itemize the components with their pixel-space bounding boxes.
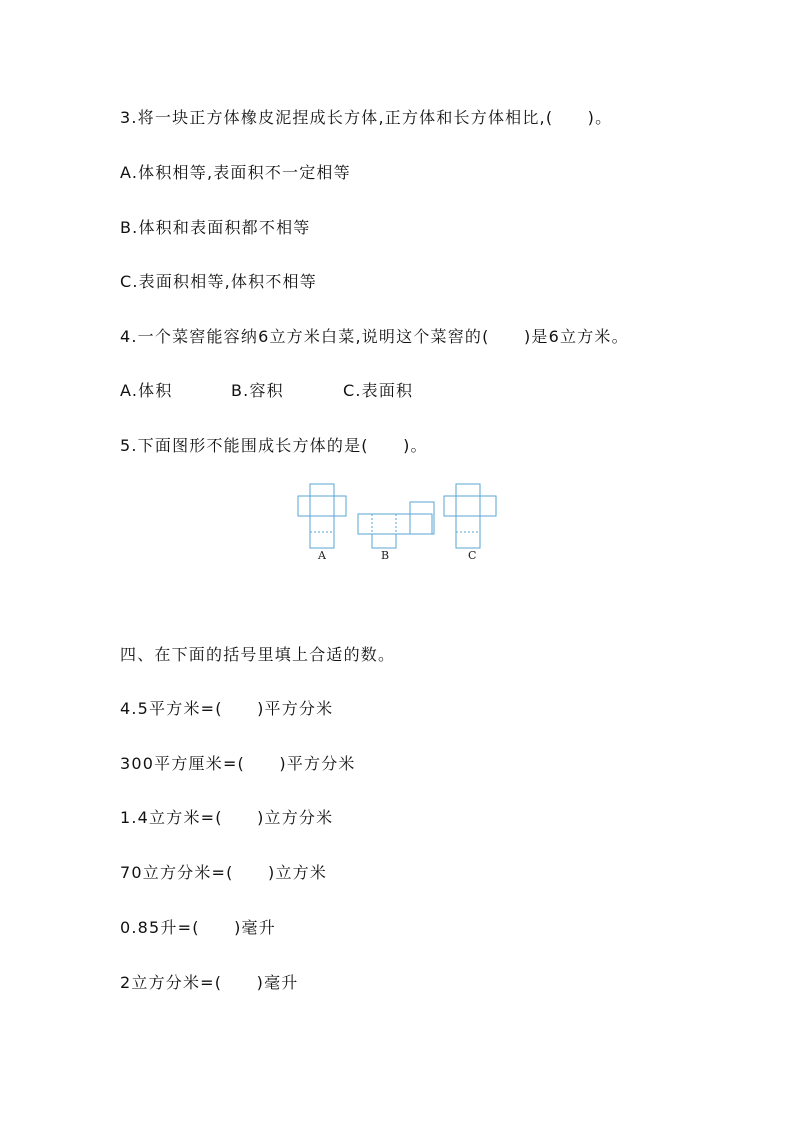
net-b — [358, 502, 434, 548]
q3-stem: 3.将一块正方体橡皮泥捏成长方体,正方体和长方体相比,( )。 — [120, 108, 613, 127]
fill-item-4: 70立方分米=( )立方米 — [120, 863, 328, 882]
q4-options — [120, 381, 413, 401]
cuboid-nets-figure — [296, 482, 506, 562]
net-label-b: B — [381, 549, 390, 562]
net-a — [298, 484, 346, 548]
q3-option-b: B.体积和表面积都不相等 — [120, 218, 311, 237]
section4-title: 四、在下面的括号里填上合适的数。 — [120, 645, 396, 664]
q4-option-a: A.体积 — [120, 381, 173, 400]
q3-option-a: A.体积相等,表面积不一定相等 — [120, 163, 351, 182]
q4-option-c: C.表面积 — [343, 381, 414, 400]
fill-item-2: 300平方厘米=( )平方分米 — [120, 754, 356, 773]
net-label-c: C — [468, 549, 477, 562]
fill-item-1: 4.5平方米=( )平方分米 — [120, 699, 334, 718]
q4-option-b: B.容积 — [231, 381, 284, 400]
fill-item-5: 0.85升=( )毫升 — [120, 918, 276, 937]
q5-stem: 5.下面图形不能围成长方体的是( )。 — [120, 436, 428, 455]
fill-item-3: 1.4立方米=( )立方分米 — [120, 808, 334, 827]
net-label-a: A — [318, 549, 326, 562]
net-c — [444, 484, 496, 548]
cuboid-nets-svg — [296, 482, 506, 552]
fill-item-6: 2立方分米=( )毫升 — [120, 973, 299, 992]
q3-option-c: C.表面积相等,体积不相等 — [120, 272, 317, 291]
q4-stem: 4.一个菜窖能容纳6立方米白菜,说明这个菜窖的( )是6立方米。 — [120, 327, 629, 346]
